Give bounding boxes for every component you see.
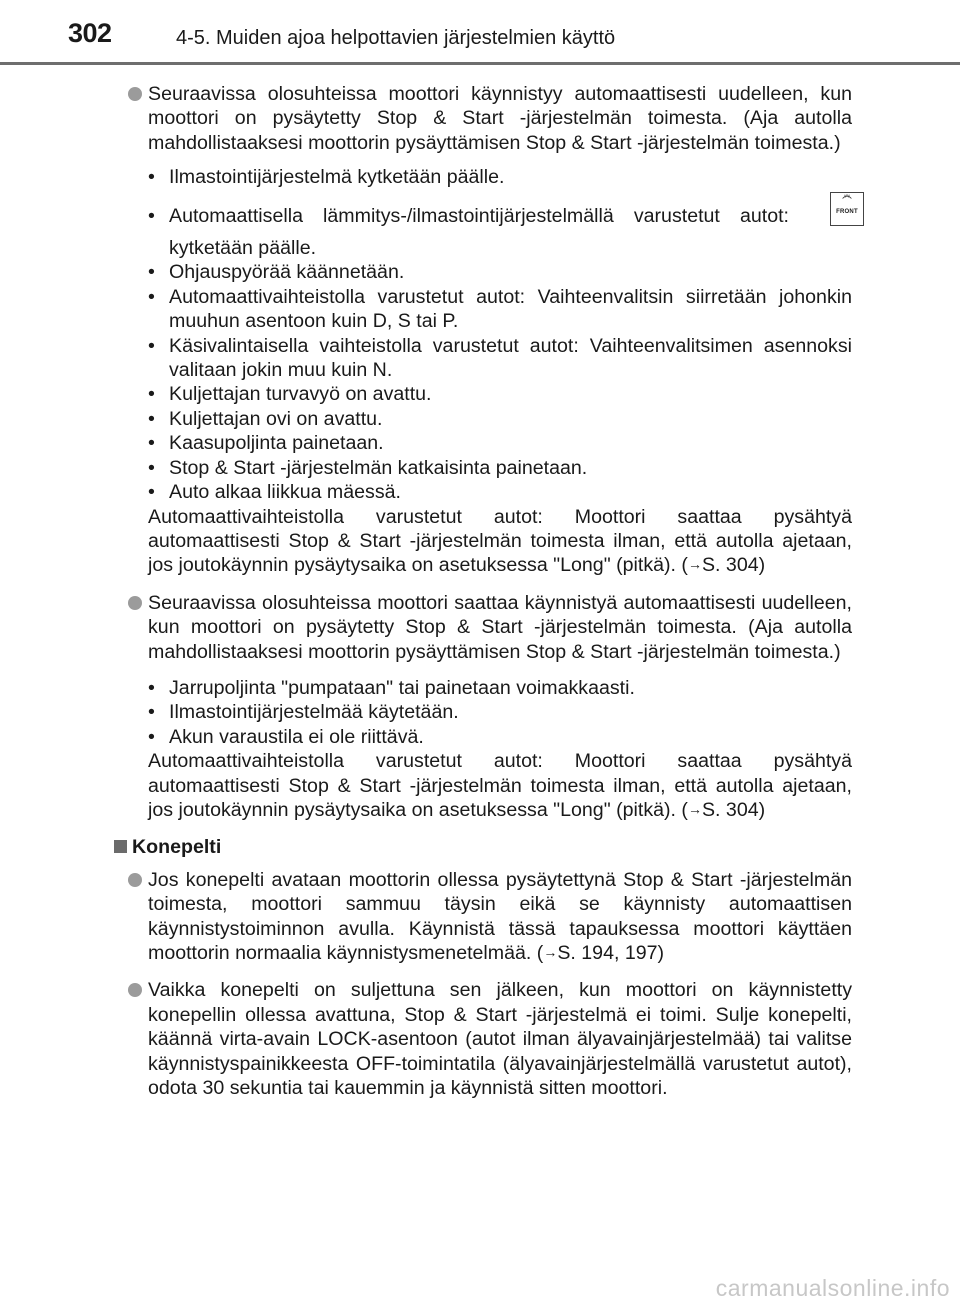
- bullet-mark: •: [148, 204, 155, 227]
- hood-open-paragraph: [148, 868, 852, 967]
- page-number: 302: [68, 18, 112, 48]
- bullet-mark: •: [148, 383, 155, 406]
- section-title: 4-5. Muiden ajoa helpottavien järjestelmien käyttö: [176, 27, 616, 49]
- list-item: [148, 334, 852, 383]
- list-item: [148, 407, 852, 431]
- list-item: [148, 725, 852, 749]
- bullet-mark: •: [148, 701, 155, 724]
- bullet-mark: •: [148, 334, 155, 357]
- reference-arrow-icon: →: [687, 800, 702, 817]
- list-item-text: Ilmastointijärjestelmä kytketään päälle.: [169, 166, 505, 189]
- list-item-text: Akun varaustila ei ole riittävä.: [169, 725, 424, 748]
- list-item: [148, 480, 852, 504]
- list-item-text: Kuljettajan ovi on avattu.: [169, 407, 383, 430]
- list-item-text: Automaattisella lämmitys-/ilmastointijärjestelmällä varustetut autot:: [169, 204, 789, 227]
- list-item: [148, 700, 852, 724]
- square-bullet-icon: [114, 840, 127, 853]
- transmission-note: [148, 505, 852, 579]
- reference-arrow-icon: →: [543, 944, 558, 960]
- page-reference-link[interactable]: S. 194, 197): [557, 942, 665, 964]
- reference-arrow-icon: →: [687, 556, 702, 573]
- auto-restart-paragraph: [148, 82, 852, 155]
- bullet-mark: •: [148, 725, 155, 748]
- paragraph-text: Seuraavissa olosuhteissa moottori käynnistyy automaattisesti uudelleen, kun moottori on pysäytetty Stop & Start -järjestelmän toimesta. (Aja autolla mahdollistaaksesi moottorin pysäyttämisen Stop & Start -järjestelmän toimesta.): [148, 83, 852, 154]
- page-content: [0, 70, 960, 1100]
- round-bullet-icon: [128, 596, 142, 610]
- page-reference-link[interactable]: S. 304): [701, 798, 766, 821]
- note-text: Automaattivaihteistolla varustetut autot: Moottori saattaa pysähtyä automaattisesti Stop & Start -järjestelmän toimesta ilman, että autolla ajetaan, jos joutokäynnin pysäytysaika on asetuksessa "Long" (pitkä). (: [148, 750, 852, 821]
- konepelti-heading: [128, 835, 960, 859]
- list-item-text: Jarrupoljinta "pumpataan" tai painetaan voimakkaasti.: [169, 676, 635, 699]
- bullet-mark: •: [148, 166, 155, 189]
- page-reference-link[interactable]: S. 304): [701, 554, 766, 577]
- list-item: [148, 260, 852, 284]
- paragraph-text: Jos konepelti avataan moottorin ollessa pysäytettynä Stop & Start -järjestelmän toimesta, moottori sammuu täysin eikä se käynnisty automaattisen käynnistystoiminnon avulla. Käynnistä tässä tapauksessa moottori käyttäen moottorin normaalia käynnistysmenetelmää. (: [148, 868, 852, 964]
- note-text: Automaattivaihteistolla varustetut autot: Moottori saattaa pysähtyä automaattisesti Stop & Start -järjestelmän toimesta ilman, että autolla ajetaan, jos joutokäynnin pysäytysaika on asetuksessa "Long" (pitkä). (: [148, 505, 852, 577]
- bullet-mark: •: [148, 261, 155, 284]
- possible-restart-conditions-list: [148, 676, 852, 823]
- restart-conditions-list: [148, 165, 858, 579]
- list-item-text: Ohjauspyörää käännetään.: [169, 261, 405, 284]
- bullet-mark: •: [148, 285, 155, 308]
- list-item-text: Auto alkaa liikkua mäessä.: [169, 481, 401, 504]
- list-item: [148, 165, 852, 189]
- list-item: [148, 456, 852, 480]
- round-bullet-icon: [128, 873, 142, 887]
- site-watermark: carmanualsonline.info: [715, 1275, 950, 1301]
- round-bullet-icon: [128, 87, 142, 101]
- bullet-mark: •: [148, 676, 155, 699]
- bullet-mark: •: [148, 407, 155, 430]
- bullet-mark: •: [148, 432, 155, 455]
- bullet-mark: •: [148, 456, 155, 479]
- paragraph-text: Vaikka konepelti on suljettuna sen jälkeen, kun moottori on käynnistetty konepellin ollessa avattuna, Stop & Start -järjestelmä ei toimi. Sulje konepelti, käännä virta-avain LOCK-asentoon (autot ilman älyavainjärjestelmää) tai valitse käynnistyspainikkeesta OFF-toimintatila (älyavainjärjestelmällä varustetut autot), odota 30 sekuntia tai kauemmin ja käynnistä sitten moottori.: [148, 979, 852, 1100]
- round-bullet-icon: [128, 983, 142, 997]
- header-rule: [0, 62, 960, 65]
- list-item-text: Kuljettajan turvavyö on avattu.: [169, 383, 432, 406]
- paragraph-text: Seuraavissa olosuhteissa moottori saattaa käynnistyä automaattisesti uudelleen, kun moottori on pysäytetty Stop & Start -järjestelmän toimesta. (Aja autolla mahdollistaaksesi moottorin pysäyttämisen Stop & Start -järjestelmän toimesta.): [148, 591, 852, 663]
- list-item-text: Automaattivaihteistolla varustetut autot: Vaihteenvalitsin siirretään johonkin muuhun asentoon kuin D, S tai P.: [169, 285, 852, 333]
- list-item-text: Kaasupoljinta painetaan.: [169, 432, 384, 455]
- list-item-continuation: kytketään päälle.: [169, 237, 317, 260]
- list-item: [148, 285, 852, 334]
- list-item: [148, 431, 852, 455]
- list-item: [148, 382, 852, 406]
- page-header: [0, 0, 960, 70]
- hood-closed-paragraph: [148, 978, 852, 1100]
- list-item: [148, 204, 858, 261]
- transmission-note: [148, 749, 852, 823]
- heading-text: Konepelti: [132, 836, 222, 859]
- list-item-text: Stop & Start -järjestelmän katkaisinta painetaan.: [169, 456, 588, 479]
- possible-restart-paragraph: [148, 591, 852, 664]
- list-item: [148, 676, 852, 700]
- front-defroster-icon: [830, 192, 864, 226]
- list-item-text: Käsivalintaisella vaihteistolla varustetut autot: Vaihteenvalitsimen asennoksi valitaan jokin muu kuin N.: [169, 334, 852, 382]
- front-label: FRONT: [836, 209, 858, 216]
- defroster-symbol: [837, 193, 857, 200]
- list-item-text: Ilmastointijärjestelmää käytetään.: [169, 701, 459, 724]
- bullet-mark: •: [148, 481, 155, 504]
